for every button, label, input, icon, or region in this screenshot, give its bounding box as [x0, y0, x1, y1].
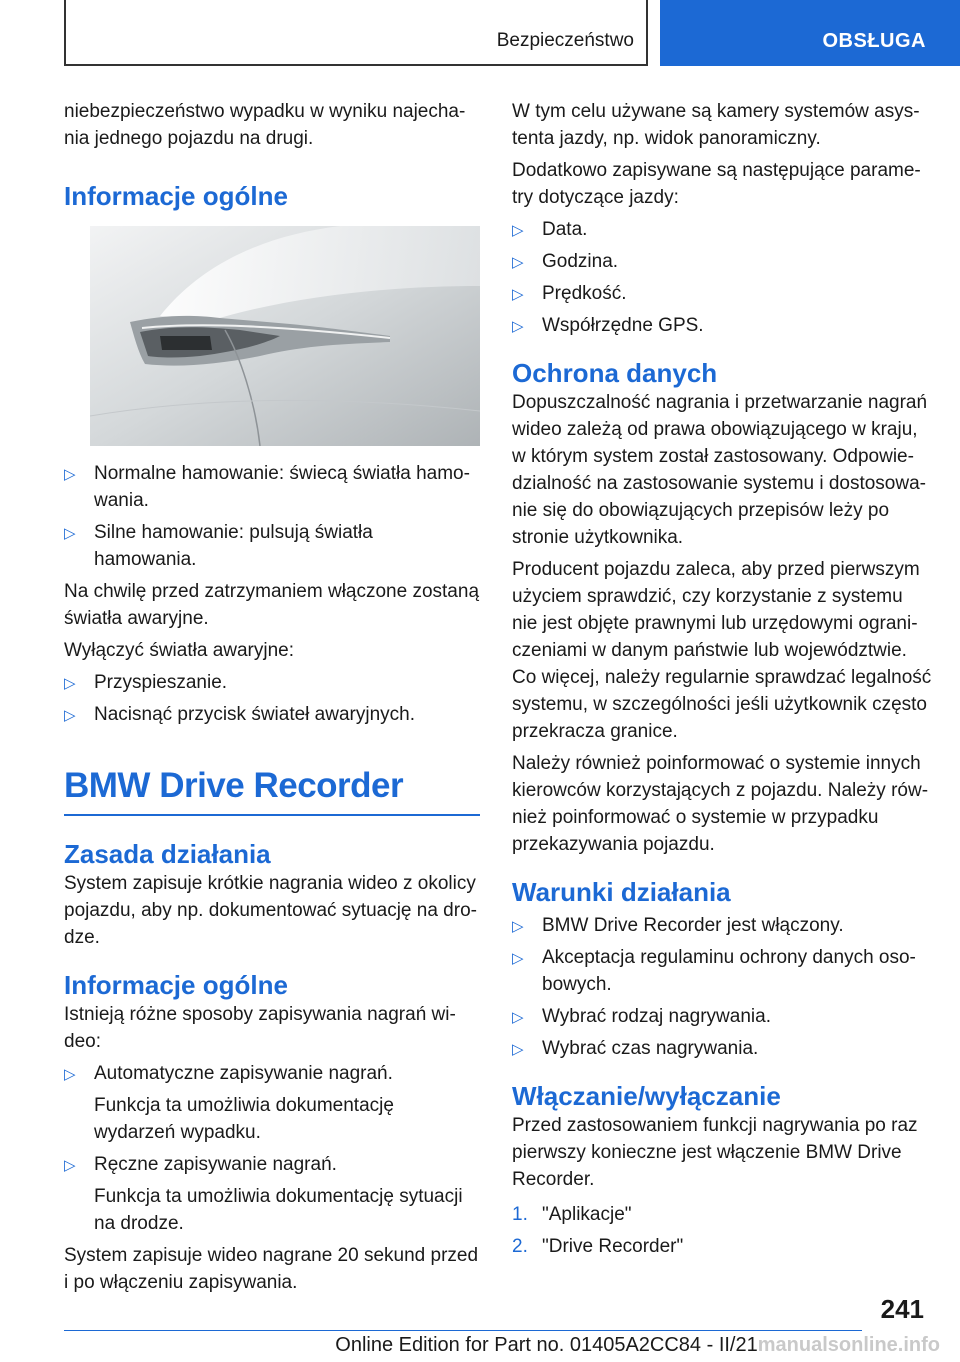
triangle-bullet-icon: ▷	[64, 1066, 76, 1083]
triangle-bullet-icon: ▷	[64, 675, 76, 692]
heading-principle: Zasada działania	[64, 839, 271, 869]
footer-edition	[335, 1334, 940, 1357]
edition-text: Online Edition for Part no. 01405A2CC84 - II/21	[335, 1334, 758, 1356]
triangle-bullet-icon: ▷	[512, 918, 524, 935]
list-item-description: Funkcja ta umożliwia dokumentację wydarzeń wypadku.	[94, 1095, 394, 1143]
list-item: ▷ BMW Drive Recorder jest włączony.	[512, 912, 932, 939]
section-tab	[64, 0, 648, 66]
stop-paragraph: Na chwilę przed zatrzymaniem włączone zostaną światła awaryjne.	[64, 581, 480, 629]
hazard-off-list	[64, 669, 480, 728]
list-item: ▷ Prędkość.	[512, 280, 932, 307]
heading-general-2: Informacje ogólne	[64, 970, 288, 1000]
list-item: ▷ Data.	[512, 216, 932, 243]
triangle-bullet-icon: ▷	[512, 254, 524, 271]
triangle-bullet-icon: ▷	[64, 466, 76, 483]
triangle-bullet-icon: ▷	[64, 1157, 76, 1174]
step-number: 2.	[512, 1236, 528, 1257]
heading-conditions: Warunki działania	[512, 877, 731, 907]
principle-paragraph: System zapisuje krótkie nagrania wideo z okolicy pojazdu, aby np. dokumentować sytuację na dro-dze.	[64, 873, 477, 948]
parameter-list	[512, 216, 932, 339]
watermark-brand: manualsonline.info	[757, 1334, 940, 1356]
heading-general: Informacje ogólne	[64, 181, 288, 211]
chapter-tab	[660, 0, 960, 66]
triangle-bullet-icon: ▷	[64, 707, 76, 724]
list-item: ▷ Godzina.	[512, 248, 932, 275]
brake-light-list	[64, 460, 480, 573]
main-heading: BMW Drive Recorder	[64, 764, 480, 816]
triangle-bullet-icon: ▷	[64, 525, 76, 542]
list-item: ▷ Akceptacja regulaminu ochrony danych oso-bowych.	[512, 947, 916, 995]
tail-light-image	[90, 226, 480, 446]
list-item: ▷ Nacisnąć przycisk świateł awaryjnych.	[64, 701, 480, 728]
list-item: ▷ Ręczne zapisywanie nagrań.	[64, 1151, 480, 1178]
triangle-bullet-icon: ▷	[512, 950, 524, 967]
on-off-paragraph: Przed zastosowaniem funkcji nagrywania po raz pierwszy konieczne jest włączenie BMW Drive Recorder.	[512, 1115, 918, 1190]
footer-divider	[64, 1330, 862, 1331]
list-item: ▷ Wybrać rodzaj nagrywania.	[512, 1003, 932, 1030]
privacy-paragraph-3: Należy również poinformować o systemie innych kierowców korzystających z pojazdu. Należy rów-nież poinformować o systemie w przypadku przekazywania pojazdu.	[512, 753, 929, 855]
triangle-bullet-icon: ▷	[512, 286, 524, 303]
list-item: ▷ Normalne hamowanie: świecą światła hamo-wania.	[64, 463, 470, 511]
triangle-bullet-icon: ▷	[512, 222, 524, 239]
ways-paragraph: Istnieją różne sposoby zapisywania nagrań wi-deo:	[64, 1004, 456, 1052]
list-item: ▷ Wybrać czas nagrywania.	[512, 1035, 932, 1062]
list-item: 2. "Drive Recorder"	[512, 1233, 932, 1260]
list-item: ▷ Automatyczne zapisywanie nagrań.	[64, 1060, 480, 1087]
list-item: ▷ Przyspieszanie.	[64, 669, 480, 696]
triangle-bullet-icon: ▷	[512, 318, 524, 335]
step-number: 1.	[512, 1204, 528, 1225]
car-rear-illustration	[90, 226, 480, 446]
chapter-title: OBSŁUGA	[822, 30, 926, 52]
section-title: Bezpieczeństwo	[496, 30, 634, 51]
hazard-off-paragraph: Wyłączyć światła awaryjne:	[64, 640, 295, 661]
privacy-paragraph-2: Producent pojazdu zaleca, aby przed pierwszym użyciem sprawdzić, czy korzystanie z systemu nie jest objęte prawnymi lub urzędowymi ograni-czeniami w danym państwie lub województwie. Co więcej, należy regularnie sprawdzać legalność systemu, w szczególności jeśli użytkownik często przekracza granice.	[512, 559, 932, 742]
page-number: 241	[880, 1294, 924, 1324]
list-item-description: Funkcja ta umożliwia dokumentację sytuacji na drodze.	[94, 1186, 463, 1234]
conditions-list	[512, 912, 932, 1062]
triangle-bullet-icon: ▷	[512, 1041, 524, 1058]
right-column	[512, 98, 932, 1265]
heading-on-off: Włączanie/wyłączanie	[512, 1081, 781, 1111]
list-item: ▷ Silne hamowanie: pulsują światła hamowania.	[64, 522, 373, 570]
list-item: 1. "Aplikacje"	[512, 1201, 932, 1228]
page-header	[0, 0, 960, 66]
privacy-paragraph-1: Dopuszczalność nagrania i przetwarzanie nagrań wideo zależą od prawa obowiązującego w kraju, w którym system został zastosowany. Odpowie-dzialność na zastosowanie systemu i dostosowa-nie się do obowiązujących przepisów leży po stronie użytkownika.	[512, 392, 928, 548]
heading-privacy: Ochrona danych	[512, 358, 718, 388]
steps-list	[512, 1201, 932, 1260]
params-paragraph: Dodatkowo zapisywane są następujące parame-try dotyczące jazdy:	[512, 160, 921, 208]
recording-mode-list-2	[64, 1151, 480, 1178]
list-item: ▷ Współrzędne GPS.	[512, 312, 932, 339]
cameras-paragraph: W tym celu używane są kamery systemów asys-tenta jazdy, np. widok panoramiczny.	[512, 101, 920, 149]
intro-paragraph: niebezpieczeństwo wypadku w wyniku najecha-nia jednego pojazdu na drugi.	[64, 101, 466, 149]
saves-paragraph: System zapisuje wideo nagrane 20 sekund przed i po włączeniu zapisywania.	[64, 1245, 479, 1293]
recording-mode-list	[64, 1060, 480, 1087]
left-column	[64, 98, 480, 1301]
triangle-bullet-icon: ▷	[512, 1009, 524, 1026]
